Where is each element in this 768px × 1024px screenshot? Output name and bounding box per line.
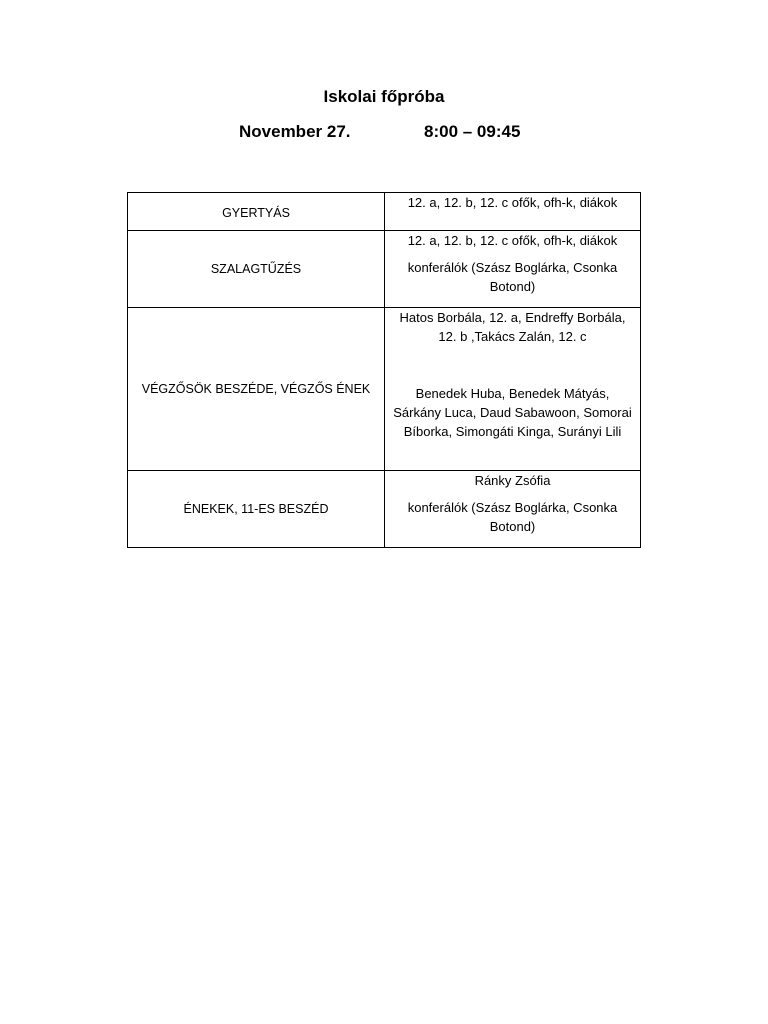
participants-cell — [385, 231, 641, 308]
participants-text: 12. a, 12. b, 12. c ofők, ofh-k, diákok — [407, 233, 618, 248]
event-cell: ÉNEKEK, 11-ES BESZÉD — [128, 471, 385, 548]
participants-cell — [385, 471, 641, 548]
participants-text: Benedek Huba, Benedek Mátyás, Sárkány Luca, Daud Sabawoon, Somorai Bíborka, Simongáti Kinga, Surányi Lili — [393, 386, 632, 439]
participants-cell — [385, 193, 641, 231]
event-date: November 27. — [239, 122, 351, 141]
table-row — [128, 308, 641, 471]
table-row — [128, 193, 641, 231]
paragraph-spacer — [391, 250, 634, 258]
participants-text: Hatos Borbála, 12. a, Endreffy Borbála, 12. b ,Takács Zalán, 12. c — [399, 310, 626, 344]
event-cell: GYERTYÁS — [128, 193, 385, 231]
participants-text: konferálók (Szász Boglárka, Csonka Botond) — [407, 260, 618, 294]
participants-text: konferálók (Szász Boglárka, Csonka Botond) — [407, 500, 618, 534]
paragraph-spacer — [391, 490, 634, 498]
table-row — [128, 231, 641, 308]
program-table — [127, 192, 641, 548]
participants-text: Ránky Zsófia — [474, 473, 551, 488]
participants-cell — [385, 308, 641, 471]
document-title: Iskolai főpróba — [323, 87, 445, 106]
table-row — [128, 471, 641, 548]
event-time: 8:00 – 09:45 — [424, 122, 521, 141]
event-cell: SZALAGTŰZÉS — [128, 231, 385, 308]
event-cell: VÉGZŐSÖK BESZÉDE, VÉGZŐS ÉNEK — [128, 308, 385, 471]
participants-text: 12. a, 12. b, 12. c ofők, ofh-k, diákok — [407, 195, 618, 210]
paragraph-spacer — [391, 346, 634, 384]
